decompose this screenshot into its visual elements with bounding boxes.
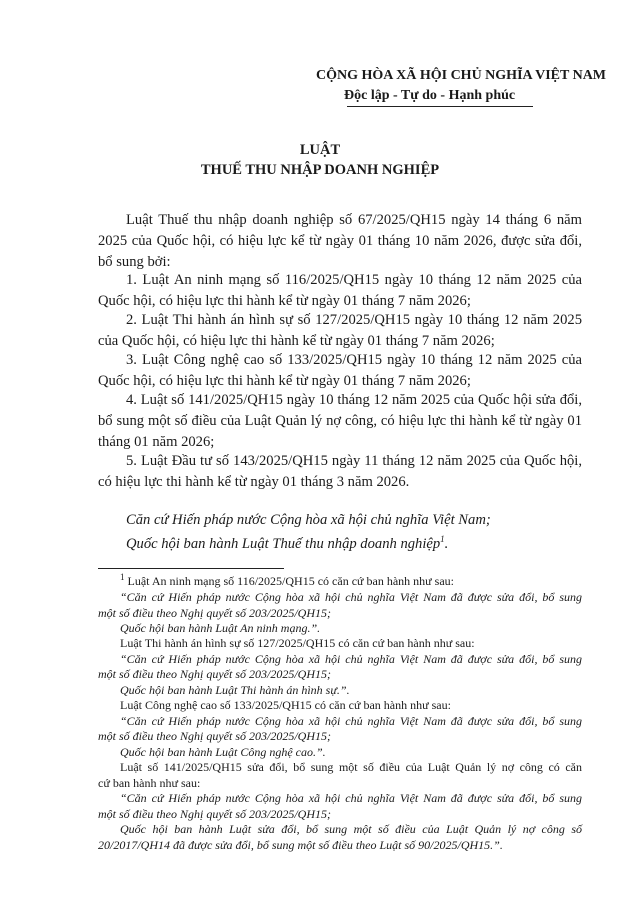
intro-line-2: 2025 của Quốc hội, có hiệu lực kể từ ngày 01 tháng 10 năm 2026, được sửa đổi, <box>98 233 582 249</box>
footnote-line-16: một số điều theo Nghị quyết số 203/2025/QH15; <box>98 807 331 821</box>
footnote-line-5: Luật Thi hành án hình sự số 127/2025/QH15 có căn cứ ban hành như sau: <box>120 636 475 650</box>
amendment-2-line-2: của Quốc hội, có hiệu lực thi hành kể từ ngày 01 tháng 7 năm 2026; <box>98 333 495 349</box>
footnote-line-9: Luật Công nghệ cao số 133/2025/QH15 có căn cứ ban hành như sau: <box>120 698 451 712</box>
footnote-line-17: Quốc hội ban hành Luật sửa đổi, bổ sung một số điều của Luật Quản lý nợ công số <box>120 822 582 836</box>
motto-underline <box>347 106 533 107</box>
intro-line-1: Luật Thuế thu nhập doanh nghiệp số 67/2025/QH15 ngày 14 tháng 6 năm <box>126 212 582 228</box>
footnote-line-4: Quốc hội ban hành Luật An ninh mạng.”. <box>120 621 321 635</box>
amendment-5-line-1: 5. Luật Đầu tư số 143/2025/QH15 ngày 11 tháng 12 năm 2025 của Quốc hội, <box>126 453 582 469</box>
amendment-4-line-2: bổ sung một số điều của Luật Quản lý nợ công, có hiệu lực thi hành kể từ ngày 01 <box>98 413 582 429</box>
footnote-mark: 1 <box>120 572 125 582</box>
footnote-separator <box>98 568 284 569</box>
footnote-text: Luật An ninh mạng số 116/2025/QH15 có căn cứ ban hành như sau: <box>127 574 455 588</box>
country-name: CỘNG HÒA XÃ HỘI CHỦ NGHĨA VIỆT NAM <box>316 68 607 83</box>
footnote-line-18: 20/2017/QH14 đã được sửa đổi, bổ sung một số điều theo Luật số 90/2025/QH15.”. <box>98 838 503 852</box>
national-motto: Độc lập - Tự do - Hạnh phúc <box>344 88 516 103</box>
amendment-5-line-2: có hiệu lực thi hành kể từ ngày 01 tháng 3 năm 2026. <box>98 474 410 490</box>
footnote-line-3: một số điều theo Nghị quyết số 203/2025/QH15; <box>98 606 331 620</box>
footnote-line-10: “Căn cứ Hiến pháp nước Cộng hòa xã hội chủ nghĩa Việt Nam đã được sửa đổi, bổ sung <box>120 714 582 728</box>
footnote-line-2: “Căn cứ Hiến pháp nước Cộng hòa xã hội chủ nghĩa Việt Nam đã được sửa đổi, bổ sung <box>120 590 582 604</box>
footnote-line-7: một số điều theo Nghị quyết số 203/2025/QH15; <box>98 667 331 681</box>
footnote-line-8: Quốc hội ban hành Luật Thi hành án hình sự.”. <box>120 683 350 697</box>
law-heading: LUẬT <box>299 142 341 158</box>
footnote-line-14: cứ ban hành như sau: <box>98 776 201 790</box>
footnote-line-15: “Căn cứ Hiến pháp nước Cộng hòa xã hội chủ nghĩa Việt Nam đã được sửa đổi, bổ sung <box>120 791 582 805</box>
intro-line-3: bổ sung bởi: <box>98 254 171 270</box>
basis-line-2 <box>126 536 448 553</box>
footnote-line-12: Quốc hội ban hành Luật Công nghệ cao.”. <box>120 745 326 759</box>
amendment-3-line-1: 3. Luật Công nghệ cao số 133/2025/QH15 ngày 10 tháng 12 năm 2025 của <box>126 352 582 368</box>
footnote-line-13: Luật số 141/2025/QH15 sửa đổi, bổ sung một số điều của Luật Quản lý nợ công có căn <box>120 760 582 774</box>
basis-line-1: Căn cứ Hiến pháp nước Cộng hòa xã hội chủ nghĩa Việt Nam; <box>126 512 491 528</box>
amendment-3-line-2: Quốc hội, có hiệu lực thi hành kể từ ngày 01 tháng 7 năm 2026; <box>98 373 471 389</box>
footnote-1-line-1 <box>120 574 454 589</box>
footnote-line-6: “Căn cứ Hiến pháp nước Cộng hòa xã hội chủ nghĩa Việt Nam đã được sửa đổi, bổ sung <box>120 652 582 666</box>
basis-line-2-end: . <box>444 536 449 552</box>
amendment-2-line-1: 2. Luật Thi hành án hình sự số 127/2025/QH15 ngày 10 tháng 12 năm 2025 <box>126 312 582 328</box>
amendment-4-line-3: tháng 01 năm 2026; <box>98 434 215 450</box>
footnote-line-11: một số điều theo Nghị quyết số 203/2025/QH15; <box>98 729 331 743</box>
law-title: THUẾ THU NHẬP DOANH NGHIỆP <box>200 162 440 178</box>
amendment-1-line-2: Quốc hội, có hiệu lực thi hành kể từ ngày 01 tháng 7 năm 2026; <box>98 293 471 309</box>
basis-line-2-text: Quốc hội ban hành Luật Thuế thu nhập doanh nghiệp <box>126 536 441 552</box>
amendment-1-line-1: 1. Luật An ninh mạng số 116/2025/QH15 ngày 10 tháng 12 năm 2025 của <box>126 272 582 288</box>
amendment-4-line-1: 4. Luật số 141/2025/QH15 ngày 10 tháng 12 năm 2025 của Quốc hội sửa đổi, <box>126 392 582 408</box>
footnote-reference[interactable]: 1 <box>440 534 445 545</box>
